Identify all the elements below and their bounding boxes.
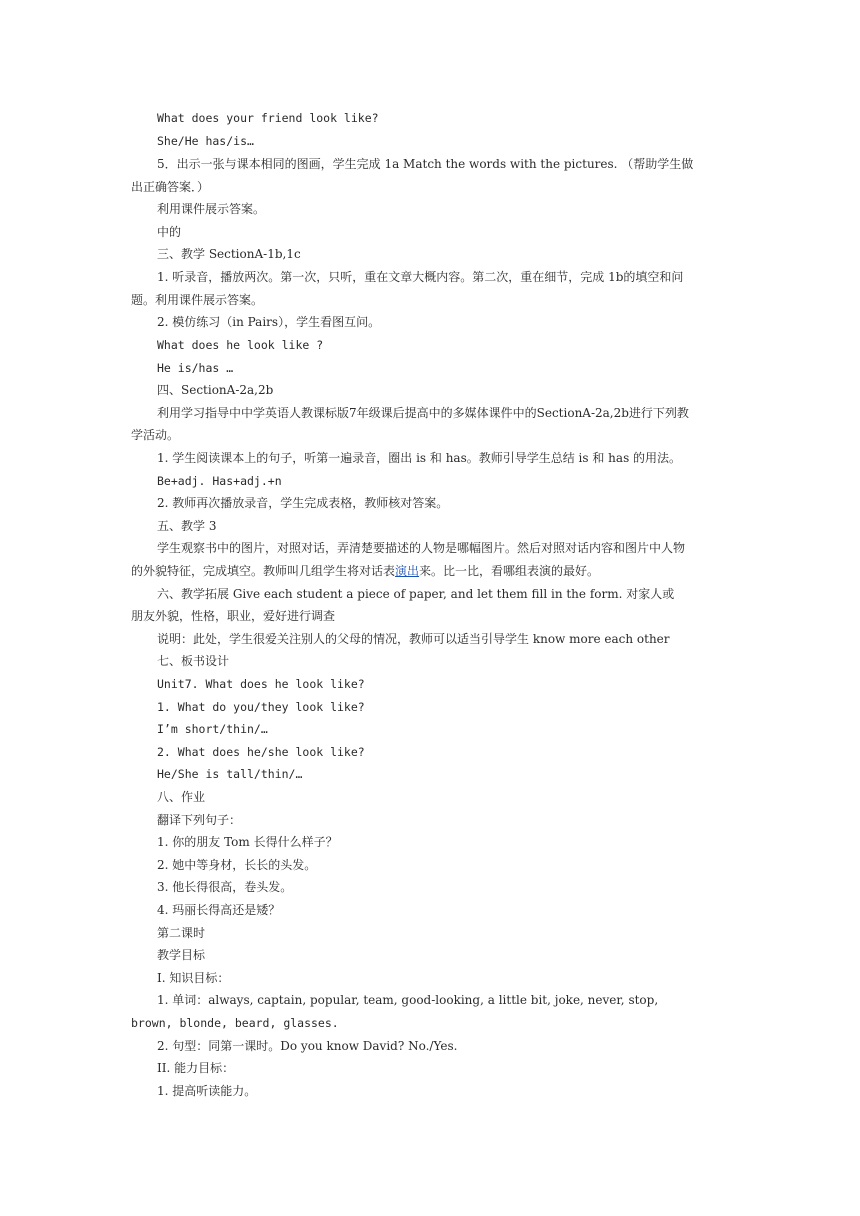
text-line: Be+adj. Has+adj.+n — [157, 474, 282, 488]
section-heading: 四、SectionA-2a,2b — [157, 383, 274, 397]
section-heading: 第二课时 — [157, 926, 206, 940]
text-line: What does your friend look like? — [157, 111, 379, 125]
section-heading: 五、教学 3 — [157, 519, 217, 533]
text-line: I. 知识目标： — [157, 971, 230, 985]
text-segment: 的外貌特征，完成填空。教师叫几组学生将对话表 — [131, 564, 396, 578]
text-segment: 来。比一比，看哪组表演的最好。 — [419, 564, 600, 578]
text-line: 朋友外貌，性格，职业，爱好进行调查 — [131, 609, 336, 623]
text-line: 3. 他长得很高，卷头发。 — [157, 880, 293, 894]
text-line: He is/has … — [157, 361, 234, 375]
text-line: 1. 听录音，播放两次。第一次，只听，重在文章大概内容。第二次，重在细节，完成 1b的填空和问 — [157, 270, 684, 284]
text-line: 学活动。 — [131, 428, 180, 442]
text-line: I’m short/thin/… — [157, 722, 268, 736]
text-line: II. 能力目标： — [157, 1061, 235, 1075]
text-line: 4. 玛丽长得高还是矮？ — [157, 903, 281, 917]
text-line: 说明：此处，学生很爱关注别人的父母的情况，教师可以适当引导学生 know more each other — [157, 632, 670, 646]
text-line: brown, blonde, beard, glasses. — [131, 1016, 339, 1030]
text-line: 2. 句型：同第一课时。Do you know David? No./Yes. — [157, 1039, 458, 1053]
text-line: 翻译下列句子： — [157, 813, 242, 827]
text-line: 出正确答案．） — [131, 180, 210, 194]
text-line: 学生观察书中的图片，对照对话，弄清楚要描述的人物是哪幅图片。然后对照对话内容和图片中人物 — [157, 541, 686, 555]
text-line: She/He has/is… — [157, 134, 254, 148]
section-heading: 七、板书设计 — [157, 654, 230, 668]
text-line: 5．出示一张与课本相同的图画，学生完成 1a Match the words with the pictures. （帮助学生做 — [157, 157, 694, 171]
text-line: 2. 教师再次播放录音，学生完成表格，教师核对答案。 — [157, 496, 449, 510]
text-line — [131, 563, 599, 579]
text-line: 2. What does he/she look like? — [157, 745, 365, 759]
section-heading: 六、教学拓展 Give each student a piece of paper, and let them fill in the form. 对家人或 — [157, 587, 675, 601]
text-line: He/She is tall/thin/… — [157, 767, 303, 781]
perform-link[interactable]: 演出 — [395, 564, 420, 578]
text-line: 1. 学生阅读课本上的句子，听第一遍录音，圈出 is 和 has。教师引导学生总结 is 和 has 的用法。 — [157, 451, 682, 465]
text-line: 1. 你的朋友 Tom 长得什么样子？ — [157, 835, 338, 849]
text-line: 利用学习指导中中学英语人教课标版7年级课后提高中的多媒体课件中的SectionA-2a,2b进行下列教 — [157, 406, 689, 420]
text-line: 1. 单词：always, captain, popular, team, good-looking, a little bit, joke, never, stop, — [157, 993, 659, 1007]
text-line: Unit7. What does he look like? — [157, 677, 365, 691]
text-line: 2. 她中等身材，长长的头发。 — [157, 858, 317, 872]
section-heading: 八、作业 — [157, 790, 206, 804]
text-line: 中的 — [157, 225, 182, 239]
text-line: What does he look like ? — [157, 338, 324, 352]
text-line: 利用课件展示答案。 — [157, 202, 266, 216]
text-line: 1. 提高听读能力。 — [157, 1084, 257, 1098]
text-line: 教学目标 — [157, 948, 206, 962]
text-line: 2. 模仿练习（in Pairs），学生看图互问。 — [157, 315, 381, 329]
section-heading: 三、教学 SectionA-1b,1c — [157, 247, 301, 261]
text-line: 题。利用课件展示答案。 — [131, 293, 264, 307]
text-line: 1. What do you/they look like? — [157, 700, 365, 714]
